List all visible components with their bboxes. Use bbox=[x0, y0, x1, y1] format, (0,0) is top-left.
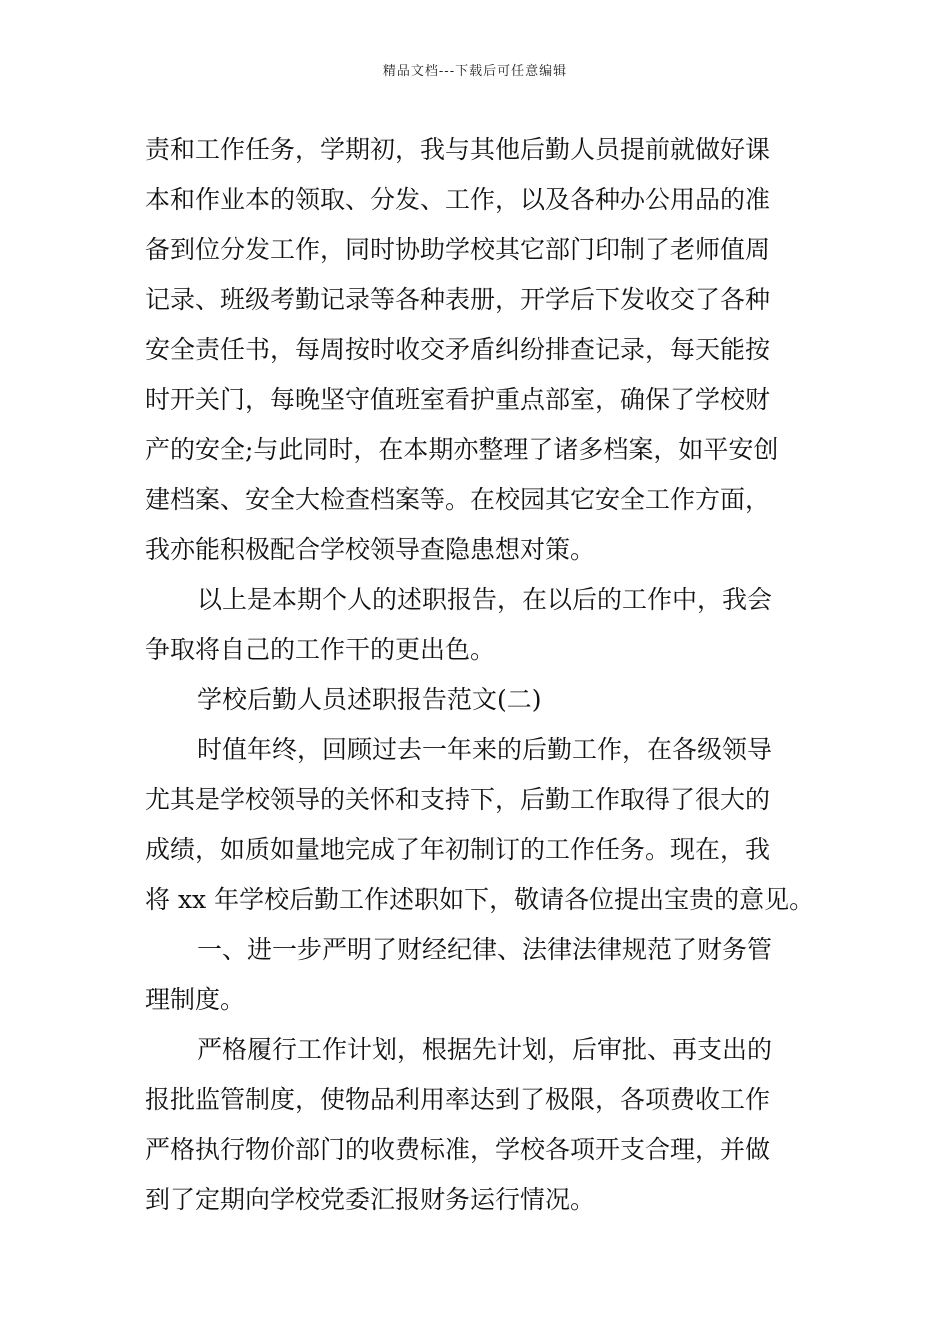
text-line: 将 xx 年学校后勤工作述职如下，敬请各位提出宝贵的意见。 bbox=[145, 885, 815, 914]
text-line: 争取将自己的工作干的更出色。 bbox=[145, 635, 496, 664]
page-header: 精品文档---下载后可任意编辑 bbox=[382, 64, 568, 79]
text-line: 本和作业本的领取、分发、工作，以及各种办公用品的准 bbox=[145, 185, 771, 214]
text-line: 理制度。 bbox=[145, 985, 246, 1014]
text-line: 备到位分发工作，同时协助学校其它部门印制了老师值周 bbox=[145, 235, 771, 264]
section-title: 学校后勤人员述职报告范文(二) bbox=[197, 685, 542, 714]
text-line: 时开关门，每晚坚守值班室看护重点部室，确保了学校财 bbox=[145, 385, 771, 414]
text-line: 尤其是学校领导的关怀和支持下，后勤工作取得了很大的 bbox=[145, 785, 771, 814]
text-line: 严格执行物价部门的收费标准，学校各项开支合理，并做 bbox=[145, 1135, 771, 1164]
numbered-heading: 一、进一步严明了财经纪律、法律法律规范了财务管 bbox=[197, 935, 773, 964]
text-line: 报批监管制度，使物品利用率达到了极限，各项费收工作 bbox=[145, 1085, 771, 1114]
paragraph-first-line: 以上是本期个人的述职报告，在以后的工作中，我会 bbox=[197, 585, 773, 614]
text-line: 我亦能积极配合学校领导查隐患想对策。 bbox=[145, 535, 596, 564]
text-line: 到了定期向学校党委汇报财务运行情况。 bbox=[145, 1185, 596, 1214]
text-line: 记录、班级考勤记录等各种表册，开学后下发收交了各种 bbox=[145, 285, 771, 314]
paragraph-first-line: 时值年终，回顾过去一年来的后勤工作，在各级领导 bbox=[197, 735, 773, 764]
text-line: 成绩，如质如量地完成了年初制订的工作任务。现在，我 bbox=[145, 835, 771, 864]
paragraph-first-line: 严格履行工作计划，根据先计划，后审批、再支出的 bbox=[197, 1035, 773, 1064]
text-line: 产的安全;与此同时，在本期亦整理了诸多档案，如平安创 bbox=[145, 435, 779, 464]
text-line: 责和工作任务，学期初，我与其他后勤人员提前就做好课 bbox=[145, 135, 771, 164]
text-line: 安全责任书，每周按时收交矛盾纠纷排查记录，每天能按 bbox=[145, 335, 771, 364]
text-line: 建档案、安全大检查档案等。在校园其它安全工作方面， bbox=[145, 485, 771, 514]
document-body bbox=[145, 125, 815, 1225]
